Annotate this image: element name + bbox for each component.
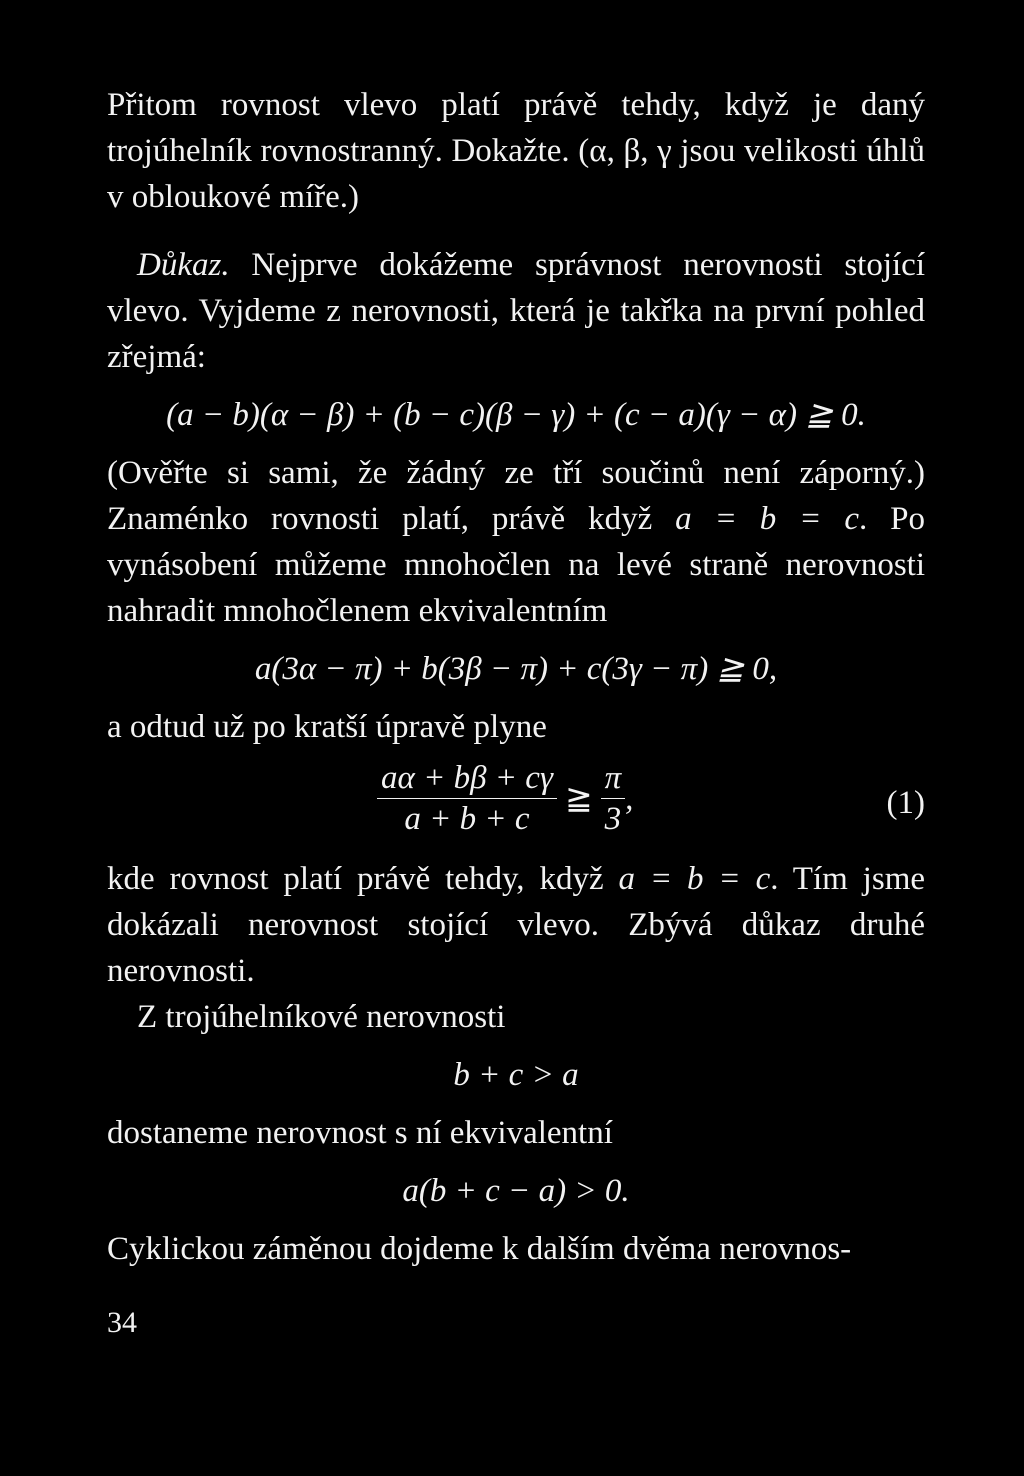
after-eq3-equality: a = b = c	[603, 861, 771, 897]
equation-1: (a − b)(α − β) + (b − c)(β − γ) + (c − a)(γ − α) ≧ 0.	[166, 397, 866, 433]
check-rest: . Po vynásobení můžeme mnohočlen na levé straně nerovnosti nahradit mnohočlenem ekvivalentním	[107, 501, 926, 629]
lhs-denominator: a + b + c	[404, 801, 530, 837]
equation-number: (1)	[886, 785, 925, 821]
check-equality: a = b = c	[652, 501, 859, 537]
after-eq3-paragraph	[107, 856, 925, 994]
check-paragraph	[107, 450, 925, 634]
after-eq3-text: kde rovnost platí právě tehdy, když	[107, 861, 604, 897]
rhs-denominator: 3	[604, 801, 622, 837]
equation-3	[107, 758, 925, 850]
rhs-fraction	[601, 758, 626, 839]
equation-2: a(3α − π) + b(3β − π) + c(3γ − π) ≧ 0,	[254, 651, 778, 687]
relation-symbol: ≧	[564, 780, 593, 817]
rhs-numerator: π	[601, 758, 626, 799]
lhs-numerator: aα + bβ + cγ	[377, 758, 557, 799]
proof-label: Důkaz.	[137, 247, 230, 283]
equation-4: b + c > a	[453, 1057, 579, 1093]
equation-5: a(b + c − a) > 0.	[402, 1173, 630, 1209]
after-eq3-rest: . Tím jsme dokázali nerovnost stojící vlevo. Zbývá důkaz druhé nerovnosti.	[107, 861, 926, 989]
lhs-fraction	[377, 758, 557, 839]
after-eq2-text: a odtud už po kratší úpravě plyne	[107, 709, 547, 745]
equation-3-tail: ,	[625, 780, 634, 817]
cyclic-text: Cyklickou záměnou dojdeme k dalším dvěma nerovnos-	[107, 1231, 852, 1267]
equation-3-fraction	[377, 758, 633, 839]
proof-text: Nejprve dokážeme správnost nerovnosti stojící vlevo. Vyjdeme z nerovnosti, která je takřka na první pohled zřejmá:	[107, 247, 925, 375]
intro-paragraph: Přitom rovnost vlevo platí právě tehdy, když je daný trojúhelník rovnostranný. Dokažte. (α, β, γ jsou velikosti úhlů v obloukové míře.)	[107, 87, 925, 215]
proof-paragraph	[107, 242, 925, 380]
page-body	[107, 82, 925, 1272]
check-text: (Ověřte si sami, že žádný ze tří součinů není záporný.) Znaménko rovnosti platí, právě když	[107, 455, 925, 537]
page-number: 34	[107, 1306, 137, 1339]
triangle-text: Z trojúhelníkové nerovnosti	[137, 999, 506, 1035]
equivalent-text: dostaneme nerovnost s ní ekvivalentní	[107, 1115, 613, 1151]
